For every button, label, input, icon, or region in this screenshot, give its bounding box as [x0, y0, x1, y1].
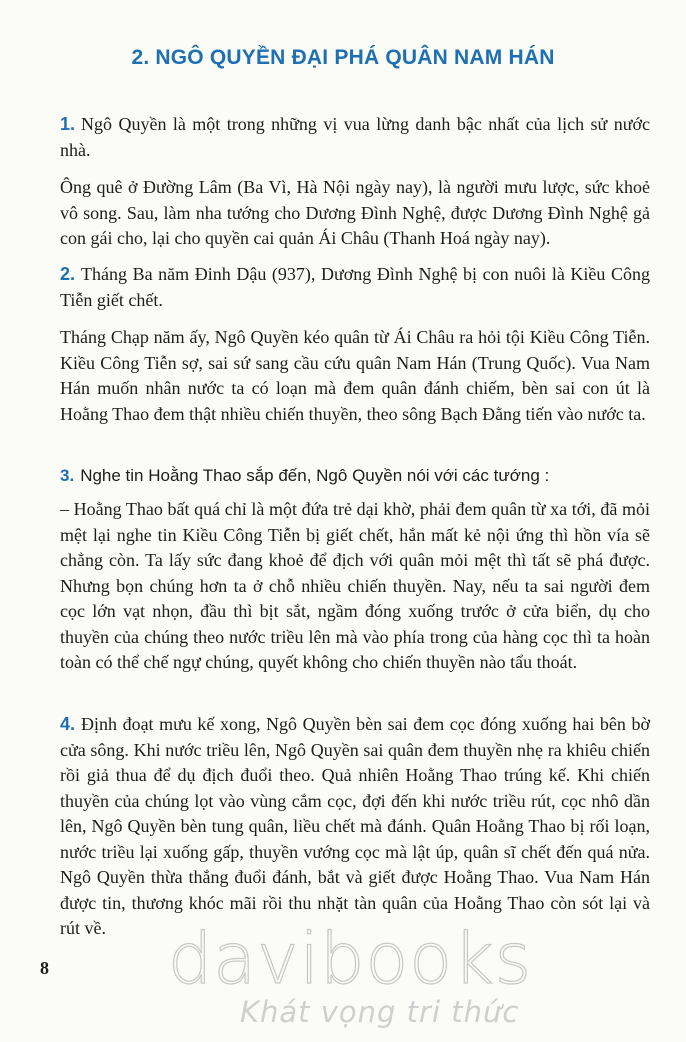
watermark-tagline: Khát vọng tri thức	[240, 995, 520, 1029]
paragraph-text: Định đoạt mưu kế xong, Ngô Quyền bèn sai đem cọc đóng xuống hai bên bờ cửa sông. Khi nước triều lên, Ngô Quyền sai quân đem thuyền nhẹ ra khiêu chiến rồi giả thua để dụ địch đuổi theo. Quả nhiên Hoằng Thao trúng kế. Khi chiến thuyền của chúng lọt vào vùng cắm cọc, đợi đến khi nước triều rút, cọc nhô dần lên, Ngô Quyền bèn tung quân, liều chết mà đánh. Quân Hoằng Thao bị rối loạn, nước triều lại xuống gấp, thuyền vướng cọc mà lật úp, quân sĩ chết đến quá nửa. Ngô Quyền thừa thắng đuổi đánh, bắt và giết được Hoằng Thao. Vua Nam Hán được tin, thương khóc mãi rồi thu nhặt tàn quân của Hoằng Thao còn sót lại và rút về.	[60, 714, 650, 938]
paragraph-text: Nghe tin Hoằng Thao sắp đến, Ngô Quyền nói với các tướng :	[80, 466, 550, 485]
paragraph-text: Ông quê ở Đường Lâm (Ba Vì, Hà Nội ngày nay), là người mưu lược, sức khoẻ vô song. Sau, làm nha tướng cho Dương Đình Nghệ, được Dương Đình Nghệ gả con gái cho, lại cho quyền cai quản Ái Châu (Thanh Hoá ngày nay).	[60, 177, 650, 248]
paragraph-number: 4.	[60, 714, 76, 734]
paragraph-number: 3.	[60, 466, 75, 485]
paragraph-3b	[60, 497, 650, 676]
paragraph-number: 2.	[60, 264, 76, 284]
paragraph-number: 1.	[60, 114, 76, 134]
paragraph-1b	[60, 175, 650, 252]
paragraph-text: Ngô Quyền là một trong những vị vua lừng danh bậc nhất của lịch sử nước nhà.	[60, 114, 650, 160]
paragraph-2b	[60, 325, 650, 427]
paragraph-4	[60, 712, 650, 942]
paragraph-text: Tháng Chạp năm ấy, Ngô Quyền kéo quân từ Ái Châu ra hỏi tội Kiều Công Tiễn. Kiều Công Tiễn sợ, sai sứ sang cầu cứu quân Nam Hán (Trung Quốc). Vua Nam Hán muốn nhân nước ta có loạn mà đem quân đánh chiếm, bèn sai con út là Hoằng Thao đem thật nhiều chiến thuyền, theo sông Bạch Đằng tiến vào nước ta.	[60, 327, 650, 424]
paragraph-1	[60, 112, 650, 163]
paragraph-text: Tháng Ba năm Đinh Dậu (937), Dương Đình Nghệ bị con nuôi là Kiều Công Tiễn giết chết.	[60, 264, 650, 310]
chapter-title: 2. NGÔ QUYỀN ĐẠI PHÁ QUÂN NAM HÁN	[131, 46, 555, 69]
page-number: 8	[40, 958, 49, 978]
paragraph-3	[60, 463, 650, 489]
watermark-brand: davibooks	[167, 918, 533, 1000]
paragraph-2	[60, 262, 650, 313]
paragraph-text: – Hoằng Thao bất quá chỉ là một đứa trẻ dại khờ, phải đem quân từ xa tới, đã mỏi mệt lại nghe tin Kiều Công Tiễn bị giết chết, hắn mất kẻ nội ứng thì hồn vía sẽ chẳng còn. Ta lấy sức đang khoẻ để địch với quân mỏi mệt thì tất sẽ phá được. Nhưng bọn chúng hơn ta ở chỗ nhiều chiến thuyền. Nay, nếu ta sai người đem cọc lớn vạt nhọn, đầu thì bịt sắt, ngầm đóng xuống trước ở cửa biển, dụ cho thuyền của chúng theo nước triều lên mà vào phía trong của hàng cọc thì ta hoàn toàn có thể chế ngự chúng, quyết không cho chiến thuyền nào tẩu thoát.	[60, 499, 650, 672]
